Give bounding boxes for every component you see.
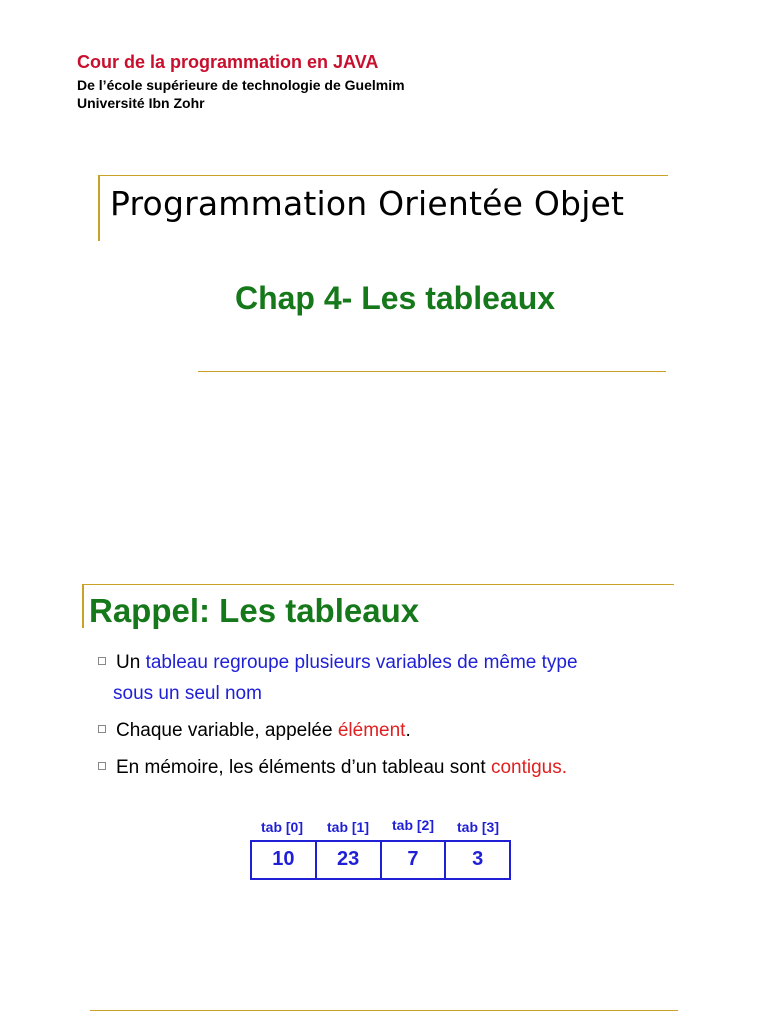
array-index-label: tab [1]: [327, 819, 369, 835]
university-name: Université Ibn Zohr: [77, 95, 205, 111]
bullet-2: [98, 720, 411, 742]
chapter-title: Chap 4- Les tableaux: [234, 280, 556, 316]
square-bullet-icon: [98, 657, 106, 665]
bullet-2-prefix: Chaque variable, appelée: [116, 720, 338, 741]
slide1-bottom-rule: [198, 371, 666, 372]
bullet-2-highlight: élément: [337, 720, 406, 741]
array-cell: 7: [382, 842, 447, 878]
slide2-left-rule: [82, 584, 84, 628]
bullet-1-continuation: sous un seul nom: [113, 683, 262, 704]
array-cell: 23: [317, 842, 382, 878]
school-name: De l’école supérieure de technologie de Guelmim: [77, 77, 405, 93]
slide1-title: Programmation Orientée Objet: [110, 184, 625, 223]
square-bullet-icon: [98, 725, 106, 733]
course-title: Cour de la programmation en JAVA: [77, 52, 379, 72]
array-index-label: tab [2]: [392, 817, 434, 833]
bullet-3-highlight: contigus.: [490, 757, 567, 778]
bullet-1: [98, 652, 578, 674]
square-bullet-icon: [98, 762, 106, 770]
array-index-label: tab [3]: [457, 819, 499, 835]
slide2-title: Rappel: Les tableaux: [89, 592, 420, 629]
bullet-3-prefix: En mémoire, les éléments d’un tableau sont: [116, 757, 491, 778]
bullet-1-prefix: Un: [116, 652, 146, 673]
array-diagram: [250, 840, 511, 880]
slide1-top-rule: [98, 175, 668, 176]
slide1-left-rule: [98, 175, 100, 241]
bullet-1-highlight: tableau regroupe plusieurs variables de même type: [145, 652, 578, 673]
bullet-3: [98, 757, 567, 779]
bullet-2-suffix: .: [405, 720, 411, 741]
array-cell: 10: [252, 842, 317, 878]
slide2-top-rule: [82, 584, 674, 585]
array-cell: 3: [472, 848, 484, 870]
array-index-label: tab [0]: [261, 819, 303, 835]
slide2-bottom-rule: [90, 1010, 678, 1011]
